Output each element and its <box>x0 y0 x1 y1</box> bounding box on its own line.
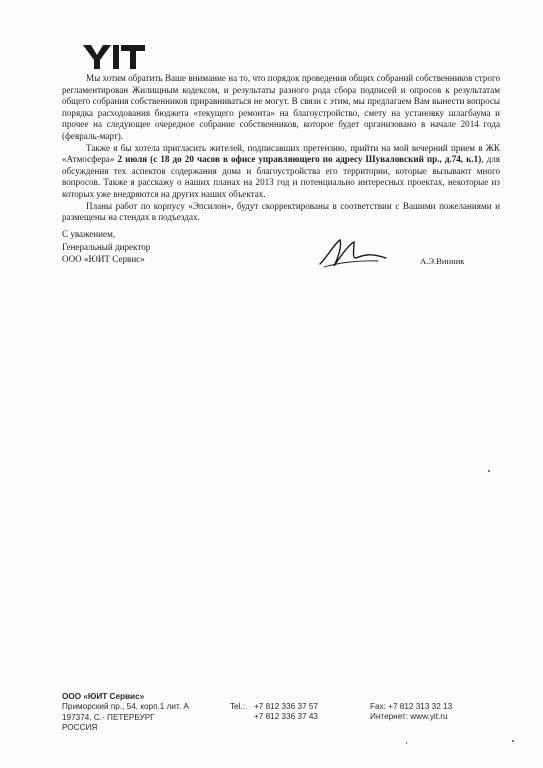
signer-position: Генеральный директор <box>62 241 151 252</box>
letter-text: Планы работ по корпусу «Эпсилон», будут скорректированы в соответствии с Вашими пожеланиями и размещены на стендах в подъездах. <box>62 200 500 223</box>
fax-number: Fax: +7 812 313 32 13 <box>370 702 453 711</box>
footer-address-line: РОССИЯ <box>62 722 98 732</box>
footer-company <box>62 692 189 733</box>
tel-number: +7 812 336 37 43 <box>254 712 318 722</box>
letter-text: , для обсуждения тех аспектов содержания дома и благоустройства его территории, которые вызывают много вопросов. Также я расскажу о наших планах на 2013 год и потенциально интересных проектах, некоторые из которых уже внедряются на других наших объектах. <box>62 154 500 199</box>
scan-speck <box>488 470 490 472</box>
website: Интернет: www.yit.ru <box>370 712 448 722</box>
footer-phones <box>230 702 318 723</box>
signer-name: А.Э.Винник <box>420 256 465 266</box>
tel-label: Tel.: <box>230 702 246 711</box>
letter-bold-text: 2 июля (с 18 до 20 часов в офисе управляющего по адресу Шуваловский пр., д.74, к.1) <box>117 154 482 165</box>
letter-paragraph <box>62 73 500 143</box>
letter-text: Мы хотим обратить Ваше внимание на то, что порядок проведения общих собраний собственников строго регламентирован Жилищным кодексом, и результаты разного рода сбора подписей и опросов к результатам общего собрания собственников приравниваться не могут. В связи с этим, мы предлагаем Вам вынести вопросы порядка расходования бюджета «текущего ремонта» на благоустройство, смету на установку шлагбаума и прочее на следующее очередное собрание собственников, которое будет организовано в начале 2014 года (февраль-март). <box>62 73 500 141</box>
letter-paragraph <box>62 143 500 201</box>
footer-address-line: Приморский пр., 54, корп.1 лит. А <box>62 702 189 712</box>
letter-text: Также я бы хотела пригласить жителей, подписавших претензию, прийти на мой вечерний прием в ЖК «Атмосфера» <box>62 142 500 165</box>
footer-company-name: ООО «ЮИТ Сервис» <box>62 692 145 701</box>
tel-number: +7 812 336 37 57 <box>254 702 318 711</box>
letter-body <box>62 73 500 224</box>
handwritten-signature <box>318 236 388 272</box>
scan-speck <box>406 742 407 744</box>
scan-speck <box>512 740 514 742</box>
closing-line: С уважением, <box>62 229 116 239</box>
signer-company: ООО «ЮИТ Сервис» <box>62 254 145 265</box>
footer-contacts <box>370 702 452 723</box>
letter-paragraph <box>62 201 500 224</box>
signature-block <box>62 228 150 266</box>
yit-logo <box>83 41 145 71</box>
footer-address-line: 197374, С.- ПЕТЕРБУРГ <box>62 712 155 722</box>
